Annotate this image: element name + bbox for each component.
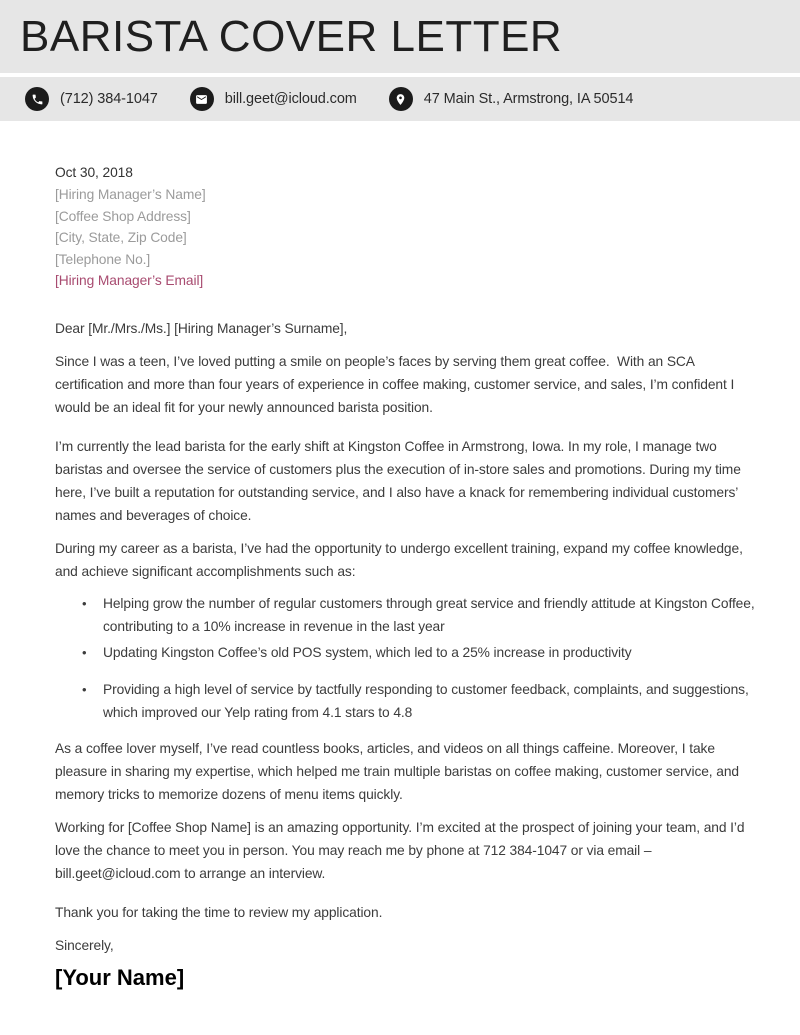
contact-bar: [0, 77, 800, 121]
signature-name: [Your Name]: [55, 964, 185, 990]
list-item-pos-system: • Updating Kingston Coffee’s old POS system, which led to a 25% increase in productivity: [103, 641, 755, 664]
letter-body: [0, 121, 800, 991]
email-address: bill.geet@icloud.com: [224, 91, 357, 107]
street-address: 47 Main St., Armstrong, IA 50514: [423, 91, 634, 107]
accomplishments-list: [55, 592, 759, 724]
paragraph-call-to-action: Working for [Coffee Shop Name] is an amazing opportunity. I’m excited at the prospect of joining your team, and I’d love the chance to meet you in person. You may reach me by phone at 712 384-1047 or via email – bill.geet@icloud.com to arrange an interview.: [55, 819, 749, 881]
phone-number: (712) 384-1047: [60, 91, 158, 107]
placeholder-hiring-manager-email: [Hiring Manager’s Email]: [55, 273, 204, 288]
phone-icon: [25, 87, 49, 111]
paragraph-accomplishments-lead: During my career as a barista, I’ve had the opportunity to undergo excellent training, expand my coffee knowledge, and achieve significant accomplishments such as:: [55, 540, 747, 579]
list-item-yelp-rating: • Providing a high level of service by tactfully responding to customer feedback, complaints, and suggestions, which improved our Yelp rating from 4.1 stars to 4.8: [103, 678, 755, 724]
salutation: Dear [Mr./Mrs./Ms.] [Hiring Manager’s Surname],: [55, 320, 348, 336]
title-row: [0, 0, 800, 73]
paragraph-intro: Since I was a teen, I’ve loved putting a smile on people’s faces by serving them great coffee. With an SCA certification and more than four years of experience in coffee making, customer service, and sales, I’m confident I would be an ideal fit for your newly announced barista position.: [55, 353, 738, 415]
header: [0, 0, 800, 121]
placeholder-city-state-zip: [City, State, Zip Code]: [55, 230, 187, 245]
paragraph-current-role: I’m currently the lead barista for the early shift at Kingston Coffee in Armstrong, Iowa. In my role, I manage two baristas and oversee the service of customers plus the execution of in-store sales and promotions. During my time here, I’ve built a reputation for outstanding service, and I also have a knack for remembering individual customers’ names and beverages of choice.: [55, 438, 745, 523]
paragraph-expertise: As a coffee lover myself, I’ve read countless books, articles, and videos on all things caffeine. Moreover, I take pleasure in sharing my expertise, which helped me train multiple baristas on coffee making, customer service, and memory tricks to memorize dozens of menu items quickly.: [55, 740, 743, 802]
placeholder-hiring-manager-name: [Hiring Manager’s Name]: [55, 187, 206, 202]
contact-phone: [25, 87, 158, 111]
list-item-revenue: • Helping grow the number of regular customers through great service and friendly attitude at Kingston Coffee, contributing to a 10% increase in revenue in the last year: [103, 592, 755, 638]
signoff: Sincerely,: [55, 937, 114, 953]
email-icon: [190, 87, 214, 111]
paragraph-thanks: Thank you for taking the time to review my application.: [55, 904, 383, 920]
recipient-block: [55, 184, 755, 292]
contact-address: [389, 87, 634, 111]
location-icon: [389, 87, 413, 111]
letter-date: Oct 30, 2018: [55, 165, 133, 180]
placeholder-telephone: [Telephone No.]: [55, 251, 151, 267]
contact-email: [190, 87, 357, 111]
placeholder-coffee-shop-address: [Coffee Shop Address]: [55, 208, 191, 224]
page-title: BARISTA COVER LETTER: [20, 11, 563, 61]
